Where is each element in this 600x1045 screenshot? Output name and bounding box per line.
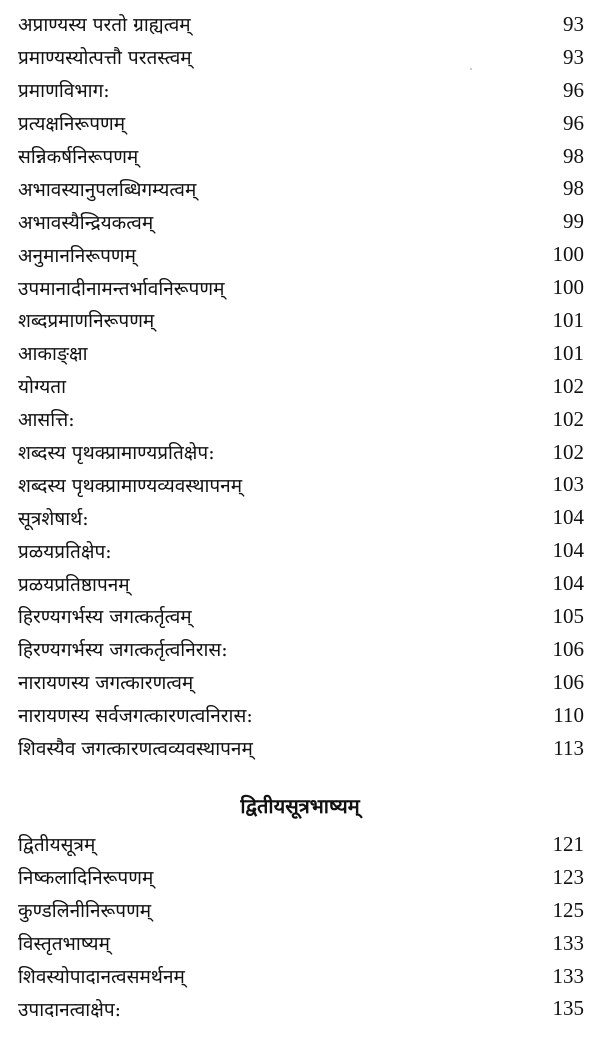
toc-entry — [18, 271, 584, 304]
toc-entry-title: प्रत्यक्षनिरूपणम् — [18, 113, 126, 136]
toc-entry-page: 99 — [563, 209, 584, 234]
toc-entry-page: 133 — [552, 930, 584, 955]
toc-entry-page: 104 — [552, 505, 584, 530]
toc-entry — [18, 633, 584, 666]
toc-entry-title: द्वितीयसूत्रम् — [18, 834, 96, 857]
toc-entry — [18, 205, 584, 238]
toc-entry — [18, 960, 584, 993]
toc-entry-title: आकाङ्क्षा — [18, 343, 88, 366]
toc-entry-title: उपादानत्वाक्षेप: — [18, 998, 122, 1021]
toc-entry — [18, 861, 584, 894]
toc-entry-page: 93 — [563, 11, 584, 36]
toc-entry-page: 133 — [552, 963, 584, 988]
toc-entry — [18, 666, 584, 699]
toc-entry-page: 106 — [552, 669, 584, 694]
toc-entry-page: 98 — [563, 143, 584, 168]
toc-entry-title: अभावस्यानुपलब्धिगम्यत्वम् — [18, 178, 197, 201]
toc-entry — [18, 534, 584, 567]
toc-entry — [18, 140, 584, 173]
toc-entry — [18, 403, 584, 436]
toc-entry-title: प्रळयप्रतिष्ठापनम् — [18, 573, 130, 596]
toc-entry-title: प्रळयप्रतिक्षेप: — [18, 540, 112, 563]
toc-entry-page: 101 — [552, 340, 584, 365]
toc-entry-title: शिवस्योपादानत्वसमर्थनम् — [18, 966, 185, 988]
toc-entry — [18, 107, 584, 140]
toc-entry-page: 103 — [552, 472, 584, 497]
toc-entry-page: 96 — [563, 110, 584, 135]
toc-entry — [18, 337, 584, 370]
toc-entry-page: 98 — [563, 176, 584, 201]
toc-entry-title: हिरण्यगर्भस्य जगत्कर्तृत्वम् — [18, 606, 192, 629]
toc-entry-title: अनुमाननिरूपणम् — [18, 244, 137, 267]
toc-entry — [18, 468, 584, 501]
toc-entry-page: 104 — [552, 571, 584, 596]
toc-entry-page: 101 — [552, 307, 584, 332]
toc-entry — [18, 436, 584, 469]
toc-entry-title: नारायणस्य जगत्कारणत्वम् — [18, 672, 194, 695]
toc-entry-page: 102 — [552, 373, 584, 398]
toc-entry-title: उपमानादीनामन्तर्भावनिरूपणम् — [18, 277, 225, 300]
toc-entry-page: 125 — [552, 897, 584, 922]
toc-entry — [18, 567, 584, 600]
toc-entry — [18, 992, 584, 1025]
toc-entry — [18, 699, 584, 732]
toc-entry — [18, 732, 584, 765]
toc-entry-title: शब्दस्य पृथक्प्रामाण्यव्यवस्थापनम् — [18, 474, 243, 497]
toc-entry-page: 102 — [552, 406, 584, 431]
toc-entry — [18, 600, 584, 633]
toc-entry-page: 106 — [552, 636, 584, 661]
toc-entry-title: सूत्रशेषार्थ: — [18, 507, 89, 530]
toc-entry — [18, 501, 584, 534]
toc-entry-title: विस्तृतभाष्यम् — [18, 933, 110, 956]
toc-entry-title: हिरण्यगर्भस्य जगत्कर्तृत्वनिरास: — [18, 639, 228, 662]
toc-entry-page: 123 — [552, 864, 584, 889]
toc-entry-title: शिवस्यैव जगत्कारणत्वव्यवस्थापनम् — [18, 738, 253, 761]
toc-entry — [18, 894, 584, 927]
toc-entry — [18, 172, 584, 205]
toc-entry-title: अभावस्यैन्द्रियकत्वम् — [18, 211, 154, 234]
toc-entry-title: शब्दप्रमाणनिरूपणम् — [18, 310, 155, 333]
toc-entry-page: 110 — [553, 702, 584, 727]
toc-entry-title: निष्कलादिनिरूपणम् — [18, 867, 154, 890]
section-heading: द्वितीयसूत्रभाष्यम् — [240, 794, 360, 818]
toc-list-section-1 — [18, 8, 584, 764]
toc-entry-title: शब्दस्य पृथक्प्रामाण्यप्रतिक्षेप: — [18, 442, 215, 465]
toc-entry — [18, 370, 584, 403]
toc-entry-page: 104 — [552, 538, 584, 563]
toc-entry-page: 135 — [552, 996, 584, 1021]
toc-entry-page: 100 — [552, 242, 584, 267]
toc-entry-title: अप्राण्यस्य परतो ग्राह्यत्वम् — [18, 14, 191, 37]
toc-entry — [18, 8, 584, 41]
toc-entry — [18, 41, 584, 74]
toc-entry-title: प्रमाणविभाग: — [18, 80, 110, 103]
toc-entry — [18, 828, 584, 861]
toc-entry — [18, 304, 584, 337]
toc-entry-title: आसत्ति: — [18, 409, 75, 432]
toc-entry-page: 96 — [563, 77, 584, 102]
toc-entry-title: योग्यता — [18, 376, 67, 399]
toc-entry-page: 93 — [563, 44, 584, 69]
toc-entry-title: नारायणस्य सर्वजगत्कारणत्वनिरास: — [18, 705, 253, 728]
toc-entry — [18, 927, 584, 960]
toc-entry-title: सन्निकर्षनिरूपणम् — [18, 146, 139, 168]
toc-entry-title: प्रमाण्यस्योत्पत्तौ परतस्त्वम् — [18, 47, 192, 70]
toc-entry-page: 105 — [552, 603, 584, 628]
toc-entry-page: 102 — [552, 439, 584, 464]
toc-entry — [18, 74, 584, 107]
toc-list-section-2 — [18, 828, 584, 1025]
toc-entry-title: कुण्डलिनीनिरूपणम् — [18, 900, 152, 923]
toc-entry-page: 100 — [552, 275, 584, 300]
toc-entry-page: 121 — [552, 831, 584, 856]
toc-entry — [18, 238, 584, 271]
toc-entry-page: 113 — [553, 735, 584, 760]
